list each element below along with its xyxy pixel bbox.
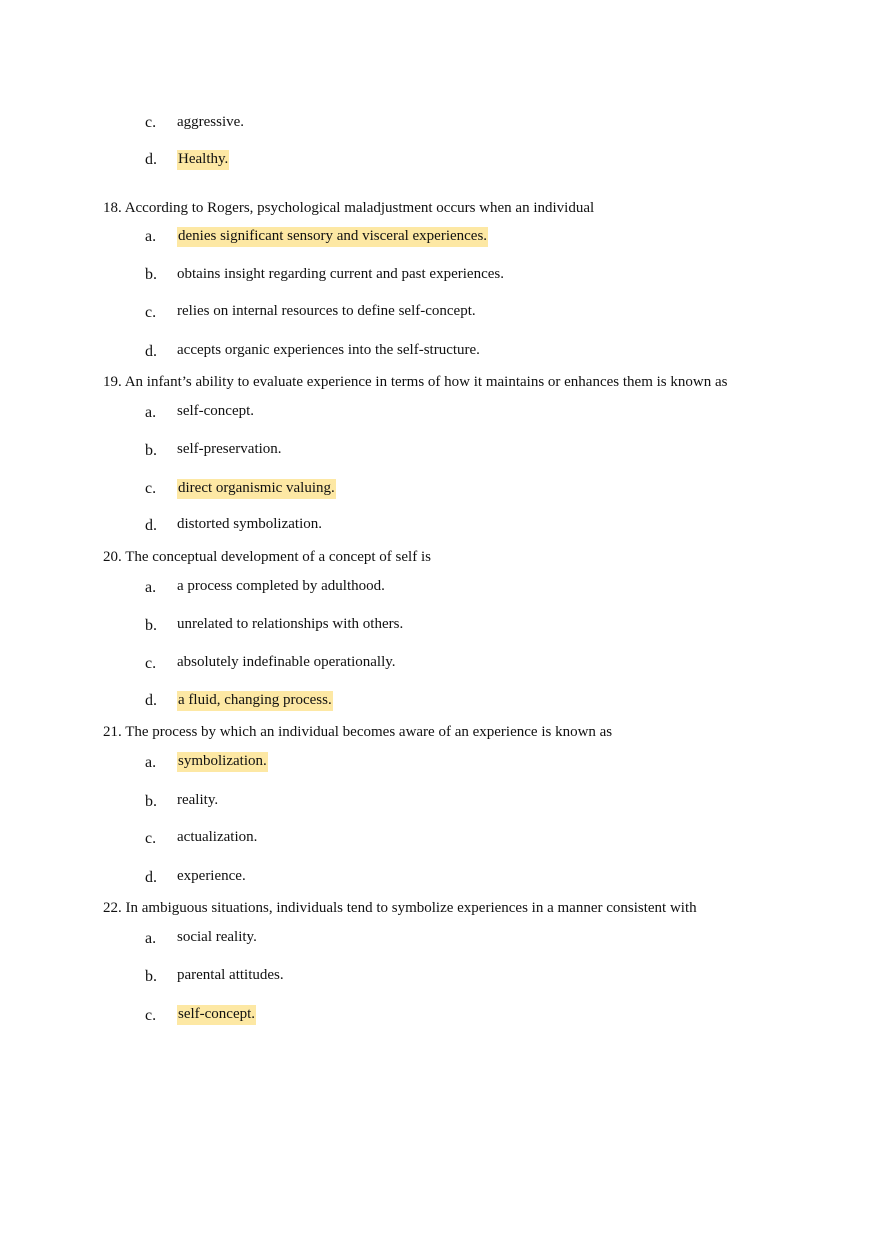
option-letter: c.: [145, 480, 157, 497]
option-text: experience.: [177, 868, 246, 884]
question-number: 21.: [103, 724, 122, 740]
option-text: actualization.: [177, 829, 258, 845]
question-stem: [103, 549, 431, 566]
option-letter: b.: [145, 617, 157, 634]
option-letter: c.: [145, 304, 157, 321]
question-text: The conceptual development of a concept of self is: [125, 549, 431, 565]
question-text: In ambiguous situations, individuals tend to symbolize experiences in a manner consistent with: [125, 900, 697, 916]
question-number: 19.: [103, 374, 122, 390]
question-number: 18.: [103, 200, 122, 216]
option-text: unrelated to relationships with others.: [177, 616, 404, 632]
option-letter: a.: [145, 404, 157, 421]
question-number: 20.: [103, 549, 122, 565]
option-text-highlighted: Healthy.: [177, 150, 229, 170]
option-text: social reality.: [177, 929, 257, 945]
option-text-highlighted: denies significant sensory and visceral experiences.: [177, 227, 488, 247]
option-text: accepts organic experiences into the self-structure.: [177, 342, 480, 358]
option-text: distorted symbolization.: [177, 516, 322, 532]
question-stem: [103, 200, 594, 217]
option-letter: d.: [145, 692, 157, 709]
question-text: According to Rogers, psychological maladjustment occurs when an individual: [124, 200, 595, 216]
option-letter: d.: [145, 343, 157, 360]
option-text: relies on internal resources to define self-concept.: [177, 303, 476, 319]
option-letter: b.: [145, 968, 157, 985]
option-letter: d.: [145, 517, 157, 534]
option-letter: c.: [145, 830, 157, 847]
question-text: An infant’s ability to evaluate experience in terms of how it maintains or enhances them is known as: [124, 374, 728, 390]
question-stem: [103, 900, 697, 917]
option-text: obtains insight regarding current and past experiences.: [177, 266, 504, 282]
option-text: reality.: [177, 792, 219, 808]
option-text-highlighted: direct organismic valuing.: [177, 479, 336, 499]
option-letter: b.: [145, 266, 157, 283]
option-letter: a.: [145, 579, 157, 596]
option-letter: c.: [145, 114, 157, 131]
option-text-highlighted: self-concept.: [177, 1005, 256, 1025]
option-letter: a.: [145, 930, 157, 947]
option-text: a process completed by adulthood.: [177, 578, 385, 594]
option-letter: d.: [145, 869, 157, 886]
question-text: The process by which an individual becomes aware of an experience is known as: [125, 724, 613, 740]
question-stem: [103, 724, 612, 741]
option-letter: c.: [145, 1007, 157, 1024]
question-number: 22.: [103, 900, 122, 916]
option-letter: b.: [145, 442, 157, 459]
option-letter: b.: [145, 793, 157, 810]
option-letter: d.: [145, 151, 157, 168]
option-letter: c.: [145, 655, 157, 672]
option-text: absolutely indefinable operationally.: [177, 654, 396, 670]
option-text: self-concept.: [177, 403, 255, 419]
option-letter: a.: [145, 754, 157, 771]
option-letter: a.: [145, 228, 157, 245]
option-text: self-preservation.: [177, 441, 282, 457]
option-text-highlighted: symbolization.: [177, 752, 268, 772]
option-text: parental attitudes.: [177, 967, 284, 983]
option-text-highlighted: a fluid, changing process.: [177, 691, 333, 711]
question-stem: [103, 374, 727, 391]
option-text: aggressive.: [177, 114, 245, 130]
